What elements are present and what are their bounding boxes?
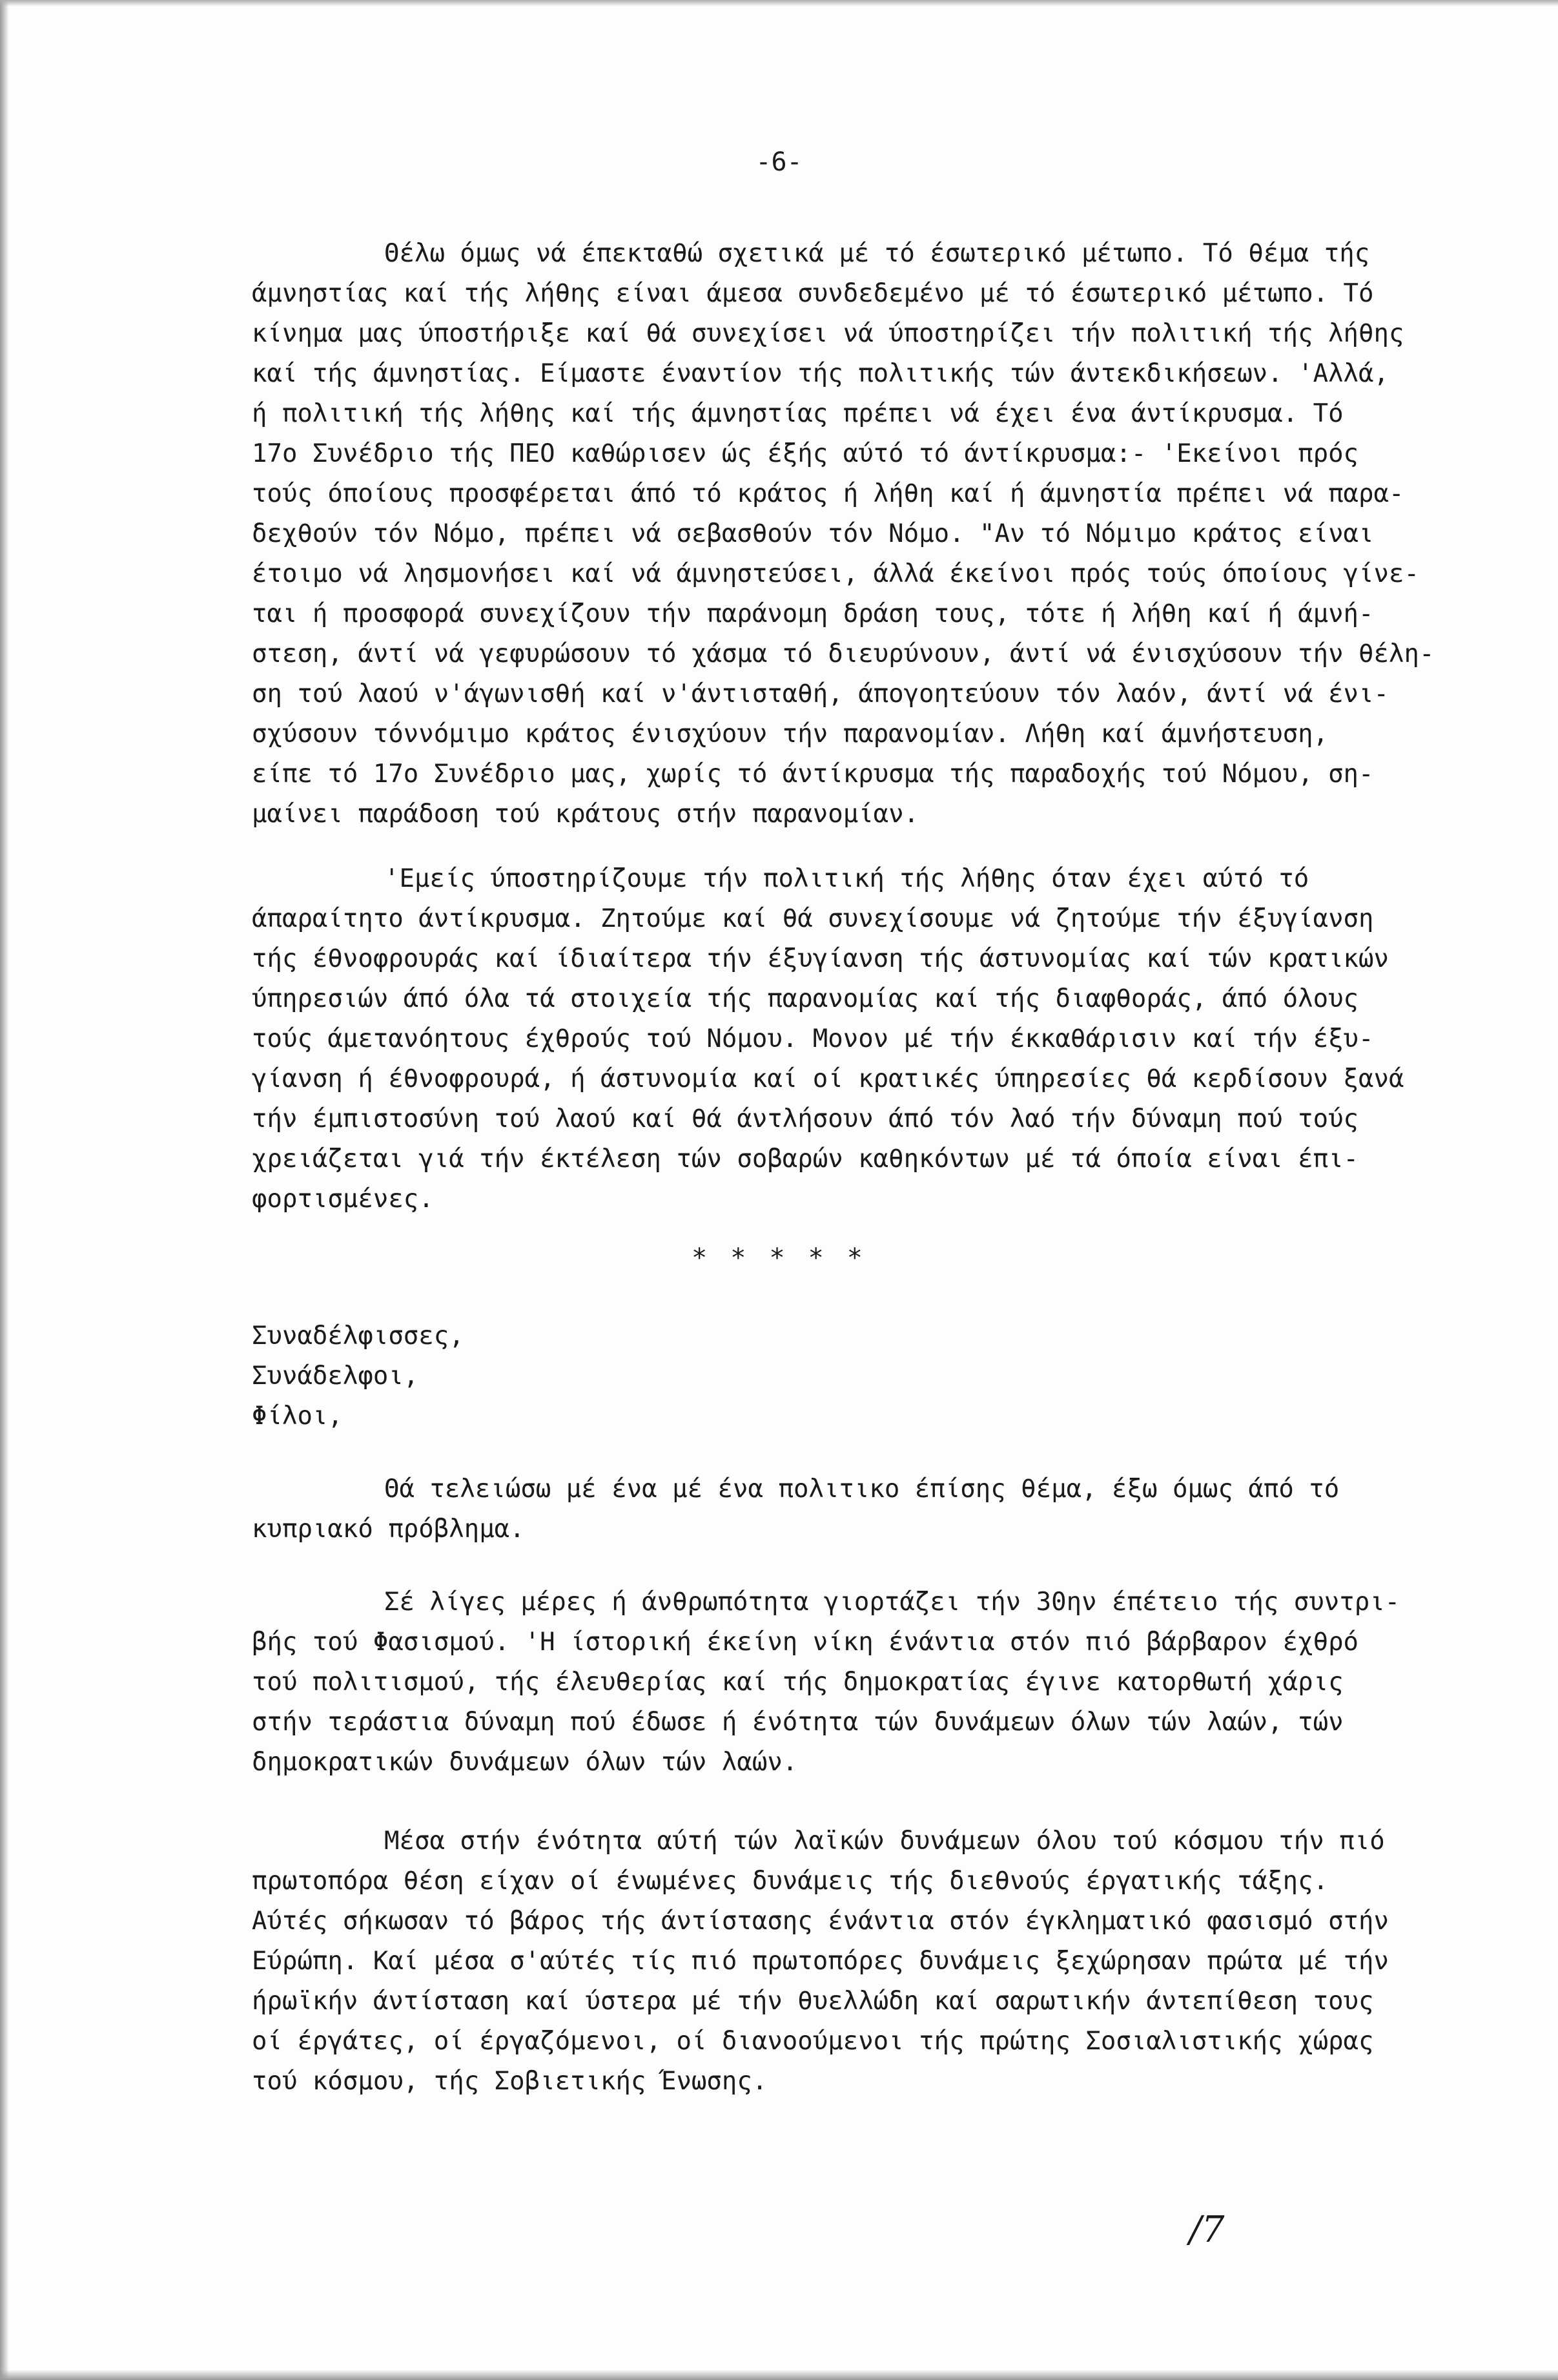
text-line: Μέσα στήν ένότητα αύτή τών λαϊκών δυνάμεων όλου τού κόσμου τήν πιό <box>384 1826 1385 1856</box>
text-line: άμνηστίας καί τής λήθης είναι άμεσα συνδεδεμένο μέ τό έσωτερικό μέτωπο. Τό <box>252 279 1374 308</box>
text-line: Θέλω όμως νά έπεκταθώ σχετικά μέ τό έσωτερικό μέτωπο. Τό θέμα τής <box>384 239 1370 268</box>
text-line: ή πολιτική τής λήθης καί τής άμνηστίας πρέπει νά έχει ένα άντίκρυσμα. Τό <box>252 399 1344 428</box>
text-line: τής έθνοφρουράς καί ίδιαίτερα τήν έξυγίανση τής άστυνομίας καί τών κρατικών <box>252 944 1389 973</box>
text-line: Σέ λίγες μέρες ή άνθρωπότητα γιορτάζει τήν 30ην έπέτειο τής συντρι- <box>384 1588 1400 1617</box>
text-line: χρειάζεται γιά τήν έκτέλεση τών σοβαρών καθηκόντων μέ τά όποία είναι έπι- <box>252 1144 1359 1174</box>
text-line: 'Εμείς ύποστηρίζουμε τήν πολιτική τής λήθης όταν έχει αύτό τό <box>384 864 1309 893</box>
text-line: οί έργάτες, οί έργαζόμενοι, οί διανοούμενοι τής πρώτης Σοσιαλιστικής χώρας <box>252 2027 1374 2056</box>
page-number: -6- <box>755 147 803 177</box>
text-line: φορτισμένες. <box>252 1185 434 1214</box>
text-line: ται ή προσφορά συνεχίζουν τήν παράνομη δράση τους, τότε ή λήθη καί ή άμνή- <box>252 599 1374 628</box>
text-line: δημοκρατικών δυνάμεων όλων τών λαών. <box>252 1748 798 1777</box>
scan-edge-bottom <box>0 2370 1558 2380</box>
scan-edge-top <box>0 0 1558 6</box>
text-line: Θά τελειώσω μέ ένα μέ ένα πολιτικο έπίσης θέμα, έξω όμως άπό τό <box>384 1475 1340 1504</box>
text-line: μαίνει παράδοση τού κράτους στήν παρανομίαν. <box>252 800 919 829</box>
text-line: καί τής άμνηστίας. Είμαστε έναντίον τής πολιτικής τών άντεκδικήσεων. 'Αλλά, <box>252 359 1389 388</box>
text-line: γίανση ή έθνοφρουρά, ή άστυνομία καί οί κρατικές ύπηρεσίες θά κερδίσουν ξανά <box>252 1064 1404 1093</box>
text-line: πρωτοπόρα θέση είχαν οί ένωμένες δυνάμεις τής διεθνούς έργατικής τάξης. <box>252 1867 1329 1896</box>
paragraph-closing-topic <box>252 1469 1517 1549</box>
scan-edge-left <box>0 0 9 2380</box>
text-line: ση τού λαού ν'άγωνισθή καί ν'άντισταθή, άπογοητεύουν τόν λαόν, άντί νά ένι- <box>252 679 1389 709</box>
paragraph-inner-front <box>252 234 1517 834</box>
text-line: έτοιμο νά λησμονήσει καί νά άμνηστεύσει, άλλά έκείνοι πρός τούς όποίους γίνε- <box>252 559 1419 588</box>
continuation-mark: /7 <box>1189 2209 1225 2251</box>
paragraph-anniversary <box>252 1582 1517 1783</box>
text-line: τού κόσμου, τής Σοβιετικής Ένωσης. <box>252 2067 768 2096</box>
text-line: βής τού Φασισμού. 'Η ίστορική έκείνη νίκη ένάντια στόν πιό βάρβαρον έχθρό <box>252 1628 1359 1657</box>
text-line: τούς άμετανόητους έχθρούς τού Νόμου. Μονον μέ τήν έκκαθάρισιν καί τήν έξυ- <box>252 1024 1374 1053</box>
section-separator: * * * * * <box>692 1243 866 1273</box>
text-line: άπαραίτητο άντίκρυσμα. Ζητούμε καί θά συνεχίσουμε νά ζητούμε τήν έξυγίανση <box>252 904 1374 933</box>
text-line: Αύτές σήκωσαν τό βάρος τής άντίστασης ένάντια στόν έγκληματικό φασισμό στήν <box>252 1907 1389 1936</box>
text-line: ήρωϊκήν άντίσταση καί ύστερα μέ τήν θυελλώδη καί σαρωτικήν άντεπίθεση τους <box>252 1987 1374 2016</box>
text-line: στήν τεράστια δύναμη πού έδωσε ή ένότητα τών δυνάμεων όλων τών λαών, τών <box>252 1708 1344 1737</box>
paragraph-amnesty-support <box>252 859 1517 1219</box>
salutation-line: Συναδέλφισσες, <box>252 1321 464 1350</box>
paragraph-working-class <box>252 1821 1517 2102</box>
text-line: Εύρώπη. Καί μέσα σ'αύτές τίς πιό πρωτοπόρες δυνάμεις ξεχώρησαν πρώτα μέ τήν <box>252 1947 1389 1976</box>
text-line: κίνημα μας ύποστήριξε καί θά συνεχίσει νά ύποστηρίζει τήν πολιτική τής λήθης <box>252 319 1404 348</box>
text-line: στεση, άντί νά γεφυρώσουν τό χάσμα τό διευρύνουν, άντί νά ένισχύσουν τήν θέλη- <box>252 639 1435 668</box>
text-line: τήν έμπιστοσύνη τού λαού καί θά άντλήσουν άπό τόν λαό τήν δύναμη πού τούς <box>252 1104 1359 1133</box>
salutation-line: Συνάδελφοι, <box>252 1361 419 1391</box>
salutation <box>252 1316 1517 1436</box>
text-line: ύπηρεσιών άπό όλα τά στοιχεία τής παρανομίας καί τής διαφθοράς, άπό όλους <box>252 984 1359 1013</box>
text-line: 17ο Συνέδριο τής ΠΕΟ καθώρισεν ώς έξής αύτό τό άντίκρυσμα:- 'Εκείνοι πρός <box>252 439 1359 468</box>
text-line: είπε τό 17ο Συνέδριο μας, χωρίς τό άντίκρυσμα τής παραδοχής τού Νόμου, ση- <box>252 760 1374 789</box>
text-line: δεχθούν τόν Νόμο, πρέπει νά σεβασθούν τόν Νόμο. "Αν τό Νόμιμο κράτος είναι <box>252 519 1374 548</box>
text-line: κυπριακό πρόβλημα. <box>252 1515 525 1544</box>
text-line: τούς όποίους προσφέρεται άπό τό κράτος ή λήθη καί ή άμνηστία πρέπει νά παρα- <box>252 479 1404 508</box>
text-line: τού πολιτισμού, τής έλευθερίας καί τής δημοκρατίας έγινε κατορθωτή χάρις <box>252 1668 1344 1697</box>
salutation-line: Φίλοι, <box>252 1402 343 1431</box>
text-line: σχύσουν τόννόμιμο κράτος ένισχύουν τήν παρανομίαν. Λήθη καί άμνήστευση, <box>252 719 1329 749</box>
